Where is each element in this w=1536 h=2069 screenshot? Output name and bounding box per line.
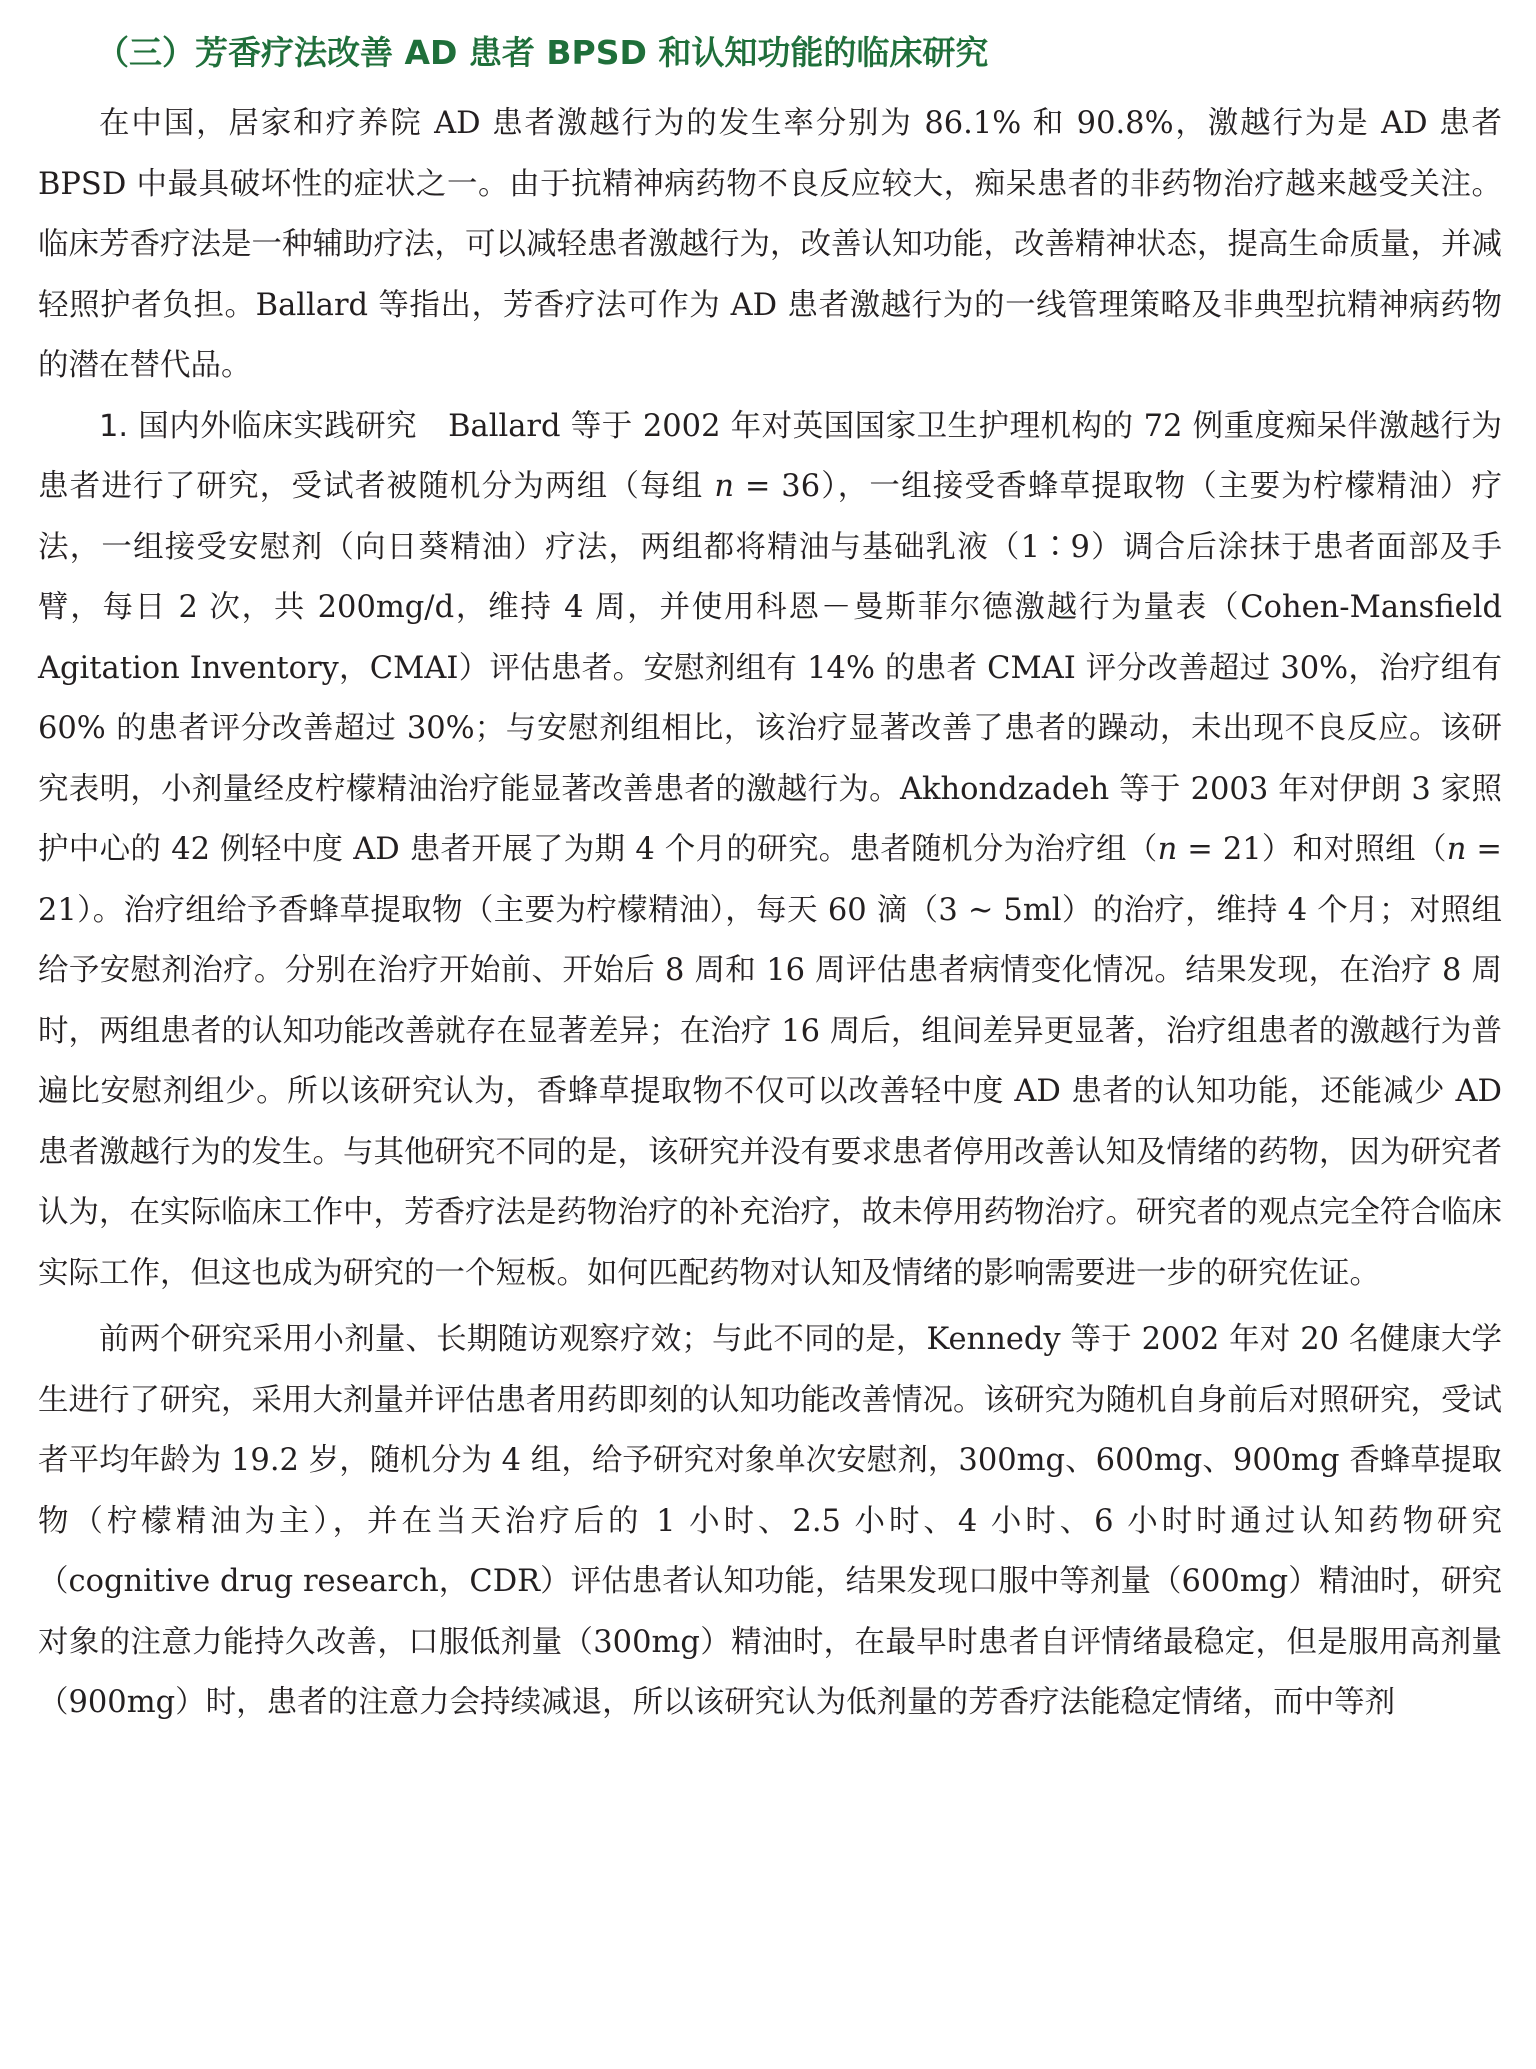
- paragraph-text: Ballard 等于 2002 年对英国国家卫生护理机构的 72 例重度痴呆伴激越行为患者进行了研究，受试者被随机分为两组（每组: [38, 408, 1502, 504]
- paragraph-text: = 21）和对照组（: [1177, 832, 1447, 867]
- paragraph-clinical-practice: [38, 397, 1502, 1305]
- paragraph-intro: 在中国，居家和疗养院 AD 患者激越行为的发生率分别为 86.1% 和 90.8%，激越行为是 AD 患者 BPSD 中最具破坏性的症状之一。由于抗精神病药物不良反应较大，痴呆患者的非药物治疗越来越受关注。临床芳香疗法是一种辅助疗法，可以减轻患者激越行为，改善认知功能，改善精神状态，提高生命质量，并减轻照护者负担。Ballard 等指出，芳香疗法可作为 AD 患者激越行为的一线管理策略及非典型抗精神病药物的潜在替代品。: [38, 106, 1502, 383]
- paragraph-text: = 21）。治疗组给予香蜂草提取物（主要为柠檬精油），每天 60 滴（3 ~ 5ml）的治疗，维持 4 个月；对照组给予安慰剂治疗。分别在治疗开始前、开始后 8 周和 16 周评估患者病情变化情况。结果发现，在治疗 8 周时，两组患者的认知功能改善就存在显著差异；在治疗 16 周后，组间差异更显著，治疗组患者的激越行为普遍比安慰剂组少。所以该研究认为，香蜂草提取物不仅可以改善轻中度 AD 患者的认知功能，还能减少 AD 患者激越行为的发生。与其他研究不同的是，该研究并没有要求患者停用改善认知及情绪的药物，因为研究者认为，在实际临床工作中，芳香疗法是药物治疗的补充治疗，故未停用药物治疗。研究者的观点完全符合临床实际工作，但这也成为研究的一个短板。如何匹配药物对认知及情绪的影响需要进一步的研究佐证。: [38, 832, 1502, 1291]
- paragraph-kennedy-study: 前两个研究采用小剂量、长期随访观察疗效；与此不同的是，Kennedy 等于 2002 年对 20 名健康大学生进行了研究，采用大剂量并评估患者用药即刻的认知功能改善情况。该研究为随机自身前后对照研究，受试者平均年龄为 19.2 岁，随机分为 4 组，给予研究对象单次安慰剂，300mg、600mg、900mg 香蜂草提取物（柠檬精油为主），并在当天治疗后的 1 小时、2.5 小时、4 小时、6 小时时通过认知药物研究（cognitive drug research，CDR）评估患者认知功能，结果发现口服中等剂量（600mg）精油时，研究对象的注意力能持久改善，口服低剂量（300mg）精油时，在最早时患者自评情绪最稳定，但是服用高剂量（900mg）时，患者的注意力会持续减退，所以该研究认为低剂量的芳香疗法能稳定情绪，而中等剂: [38, 1322, 1502, 1720]
- paragraph-text: = 36），一组接受香蜂草提取物（主要为柠檬精油）疗法，一组接受安慰剂（向日葵精油）疗法，两组都将精油与基础乳液（1∶9）调合后涂抹于患者面部及手臂，每日 2 次，共 200mg/d，维持 4 周，并使用科恩－曼斯菲尔德激越行为量表（Cohen-Mansfield Agitation Inventory，CMAI）评估患者。安慰剂组有 14% 的患者 CMAI 评分改善超过 30%，治疗组有 60% 的患者评分改善超过 30%；与安慰剂组相比，该治疗显著改善了患者的躁动，未出现不良反应。该研究表明，小剂量经皮柠檬精油治疗能显著改善患者的激越行为。Akhondzadeh 等于 2003 年对伊朗 3 家照护中心的 42 例轻中度 AD 患者开展了为期 4 个月的研究。患者随机分为治疗组（: [38, 469, 1502, 867]
- paragraph-lead-label: 1. 国内外临床实践研究: [99, 408, 418, 444]
- document-page: [38, 22, 1502, 1734]
- sample-size-symbol: n: [714, 469, 734, 504]
- sample-size-symbol: n: [1446, 832, 1467, 867]
- section-heading: （三）芳香疗法改善 AD 患者 BPSD 和认知功能的临床研究: [96, 33, 989, 72]
- sample-size-symbol: n: [1157, 832, 1178, 867]
